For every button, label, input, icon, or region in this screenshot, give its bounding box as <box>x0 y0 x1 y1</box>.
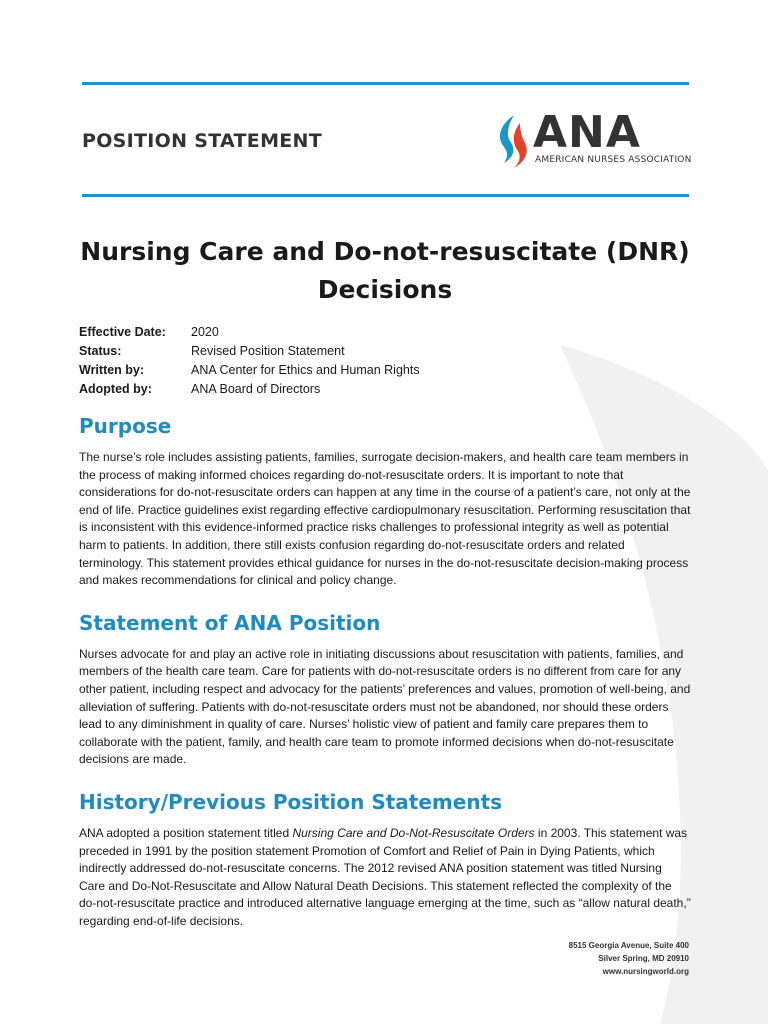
meta-label: Effective Date: <box>79 325 166 339</box>
history-text-title: Nursing Care and Do-Not-Resuscitate Orders <box>292 825 535 840</box>
history-heading: History/Previous Position Statements <box>79 789 503 814</box>
history-text-end: in 2003. This statement was preceded in 1991 by the position statement Promotion of Comfort and Relief of Pain in Dying Patients, which indirectly addressed do-not-resuscitate concerns. The 2012 revised ANA position statement was titled Nursing Care and Do-Not-Resuscitate and Allow Natural Death Decisions. This statement reflected the complexity of the do-not-resuscitate practice and introduced alternative language emerging at the time, such as “allow natural death,” regarding end-of-life decisions. <box>79 825 691 928</box>
ana-subtitle: AMERICAN NURSES ASSOCIATION <box>535 155 692 165</box>
position-paragraph: Nurses advocate for and play an active role in initiating discussions about resuscitation with patients, families, and members of the health care team. Care for patients with do-not-resuscitate orders is no different from care for any other patient, including respect and advocacy for the patients’ preferences and values, promotion of well-being, and alleviation of suffering. Patients with do-not-resuscitate orders must not be abandoned, nor should these orders lead to any diminishment in quality of care. Nurses’ holistic view of patient and family care prepares them to collaborate with the patient, family, and health care team to promote informed decisions when do-not-resuscitate decisions are made. <box>79 646 691 767</box>
position-statement-label: POSITION STATEMENT <box>82 130 323 152</box>
address-line-street: 8515 Georgia Avenue, Suite 400 <box>568 941 689 950</box>
meta-row-written-by <box>79 361 691 380</box>
ana-flame-icon <box>490 113 530 169</box>
purpose-heading: Purpose <box>79 414 172 438</box>
meta-row-adopted-by <box>79 380 691 399</box>
document-body <box>79 233 691 950</box>
meta-label: Status: <box>79 344 122 358</box>
document-title: Nursing Care and Do-not-resuscitate (DNR) Decisions <box>80 237 690 304</box>
meta-label: Written by: <box>79 363 145 377</box>
header-bottom-rule <box>82 194 689 197</box>
address-line-website: www.nursingworld.org <box>602 967 689 976</box>
meta-label: Adopted by: <box>79 382 152 396</box>
header-top-rule <box>82 82 689 85</box>
address-line-city: Silver Spring, MD 20910 <box>598 954 689 963</box>
ana-wordmark: ANA <box>533 107 641 158</box>
meta-row-status <box>79 342 691 361</box>
position-heading: Statement of ANA Position <box>79 610 381 635</box>
footer-address <box>569 939 689 978</box>
metadata-block <box>79 323 691 399</box>
history-text-start: ANA adopted a position statement titled <box>79 825 293 840</box>
history-paragraph <box>79 825 691 931</box>
ana-logo <box>490 107 692 169</box>
meta-row-effective-date <box>79 323 691 342</box>
meta-value: Revised Position Statement <box>191 344 345 358</box>
meta-value: ANA Center for Ethics and Human Rights <box>191 363 420 377</box>
meta-value: 2020 <box>191 325 219 339</box>
meta-value: ANA Board of Directors <box>191 382 321 396</box>
purpose-paragraph: The nurse’s role includes assisting patients, families, surrogate decision-makers, and health care team members in the process of making informed choices regarding do-not-resuscitate orders. It is important to note that considerations for do-not-resuscitate orders can happen at any time in the course of a patient’s care, not only at the end of life. Practice guidelines exist regarding effective cardiopulmonary resuscitation. Performing resuscitation that is inconsistent with this evidence-informed practice risks challenges to professional integrity as well as potential harm to patients. In addition, there still exists confusion regarding do-not-resuscitate orders and related terminology. This statement provides ethical guidance for nurses in the do-not-resuscitate decision-making process and makes recommendations for clinical and policy change. <box>79 450 691 588</box>
